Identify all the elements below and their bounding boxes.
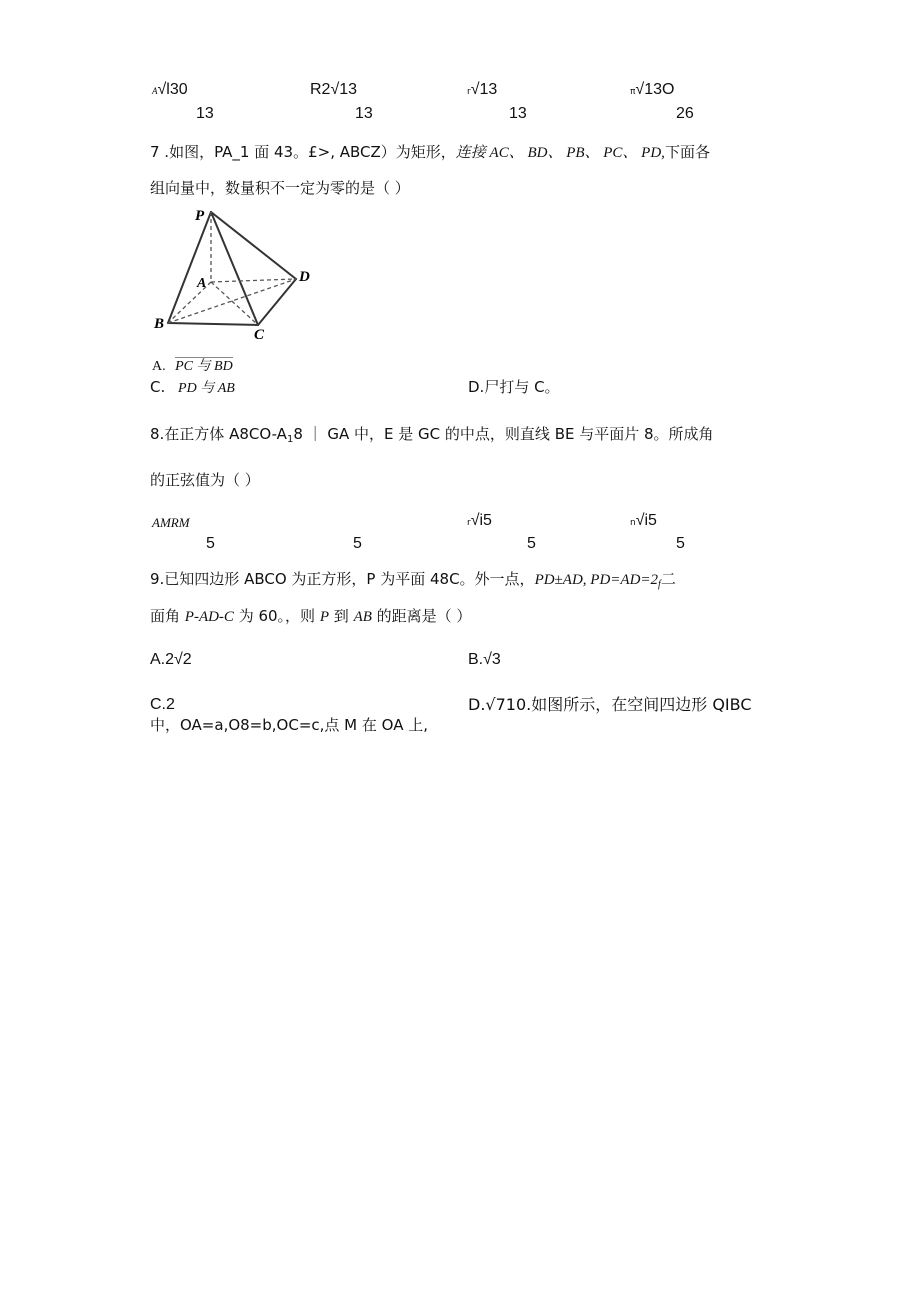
q8-line-1-text-a: 8.在正方体 A8CO-A xyxy=(150,425,287,443)
q9-option-a: A.2√2 xyxy=(150,651,192,668)
q7-option-c-label: C. xyxy=(150,378,166,396)
q8-line-1-text-b: 8 ｜ GA 中，E 是 GC 的中点，则直线 BE 与平面片 8。所成角 xyxy=(293,425,714,443)
vertex-label-p: P xyxy=(195,208,205,224)
q8-option-d-denominator: 5 xyxy=(676,535,685,552)
q9-line-2-text-f: AB xyxy=(353,609,372,625)
q9-line-2 xyxy=(150,609,471,625)
q7-line-1-text-a: 7 .如图，PA_1 面 43。£>, ABCZ）为矩形， xyxy=(150,143,456,161)
q6-option-a-prefix: A xyxy=(152,86,158,96)
q8-option-a-denominator: 5 xyxy=(206,535,215,552)
q6-option-c-prefix: r xyxy=(467,87,471,97)
q7-option-c-expression: PD 与 AB xyxy=(178,381,235,396)
q6-option-d xyxy=(630,82,674,98)
q9-line-1-text-a: 9.已知四边形 ABCO 为正方形，P 为平面 48C。外一点， xyxy=(150,570,535,588)
q7-option-a-expression: PC 与 BD xyxy=(175,359,233,374)
q9-line-1-text-c: 二 xyxy=(660,570,676,588)
q7-line-2: 组向量中，数量积不一定为零的是（ ） xyxy=(150,179,410,197)
q9-line-1-subscript: f xyxy=(658,579,661,590)
q9-line-2-text-e: 到 xyxy=(329,607,354,625)
q8-option-c xyxy=(467,513,492,529)
vertex-label-a: A xyxy=(197,276,207,291)
q6-option-a-denominator: 13 xyxy=(196,105,214,122)
q6-option-a-numerator: √l30 xyxy=(157,81,188,98)
q6-option-c-numerator: √13 xyxy=(470,81,498,98)
q6-option-b-denominator: 13 xyxy=(355,105,373,122)
q9-line-1 xyxy=(150,572,676,588)
q8-line-1 xyxy=(150,425,714,445)
q6-option-c xyxy=(467,82,497,98)
q9-option-c: C.2 xyxy=(150,696,175,713)
q7-line-1 xyxy=(150,145,710,161)
q7-option-a xyxy=(152,360,233,374)
q8-option-d-prefix: n xyxy=(630,518,636,528)
q7-option-d: D.尸打与 C。 xyxy=(468,378,560,396)
q9-line-2-text-g: 的距离是（ ） xyxy=(371,607,472,625)
q9-option-b: B.√3 xyxy=(468,651,501,668)
q9-line-2-text-b: P-AD-C xyxy=(184,609,234,625)
q9-line-2-text-d: P xyxy=(319,609,330,625)
q8-option-c-numerator: √i5 xyxy=(470,512,492,529)
q7-line-1-text-c: 下面各 xyxy=(664,143,710,161)
q9-line-1-text-b: PD±AD, PD=AD=2 xyxy=(534,572,659,588)
q8-option-d-numerator: √i5 xyxy=(635,512,657,529)
q9-line-2-text-a: 面角 xyxy=(150,607,185,625)
q6-option-c-denominator: 13 xyxy=(509,105,527,122)
q8-line-2: 的正弦值为（ ） xyxy=(150,471,260,489)
q7-option-a-label: A. xyxy=(152,359,166,374)
q6-option-d-denominator: 26 xyxy=(676,105,694,122)
q8-option-b-denominator: 5 xyxy=(353,535,362,552)
vertex-label-c: C xyxy=(254,327,265,343)
q8-option-c-prefix: r xyxy=(467,518,471,528)
q8-option-a-numerator: AMRM xyxy=(152,515,190,530)
q8-option-c-denominator: 5 xyxy=(527,535,536,552)
q9-option-d: D.√710.如图所示，在空间四边形 QIBC xyxy=(468,695,752,714)
q6-option-d-prefix: π xyxy=(630,87,636,97)
q7-option-c xyxy=(150,380,235,396)
pyramid-figure xyxy=(150,200,325,372)
q7-line-1-text-b: 连接 AC、 BD、 PB、 PC、 PD, xyxy=(455,145,665,161)
vertex-label-d: D xyxy=(299,269,310,285)
q10-continuation: 中，OA=a,O8=b,OC=c,点 M 在 OA 上, xyxy=(150,716,428,734)
q8-line-1-subscript: 1 xyxy=(286,434,294,445)
q9-line-2-text-c: 为 60。，则 xyxy=(233,607,320,625)
q6-option-a xyxy=(152,82,188,98)
q6-option-d-numerator: √13O xyxy=(635,81,675,98)
vertex-label-b: B xyxy=(154,316,165,332)
q6-option-b-numerator: R2√13 xyxy=(310,81,358,98)
q8-option-d xyxy=(630,513,657,529)
